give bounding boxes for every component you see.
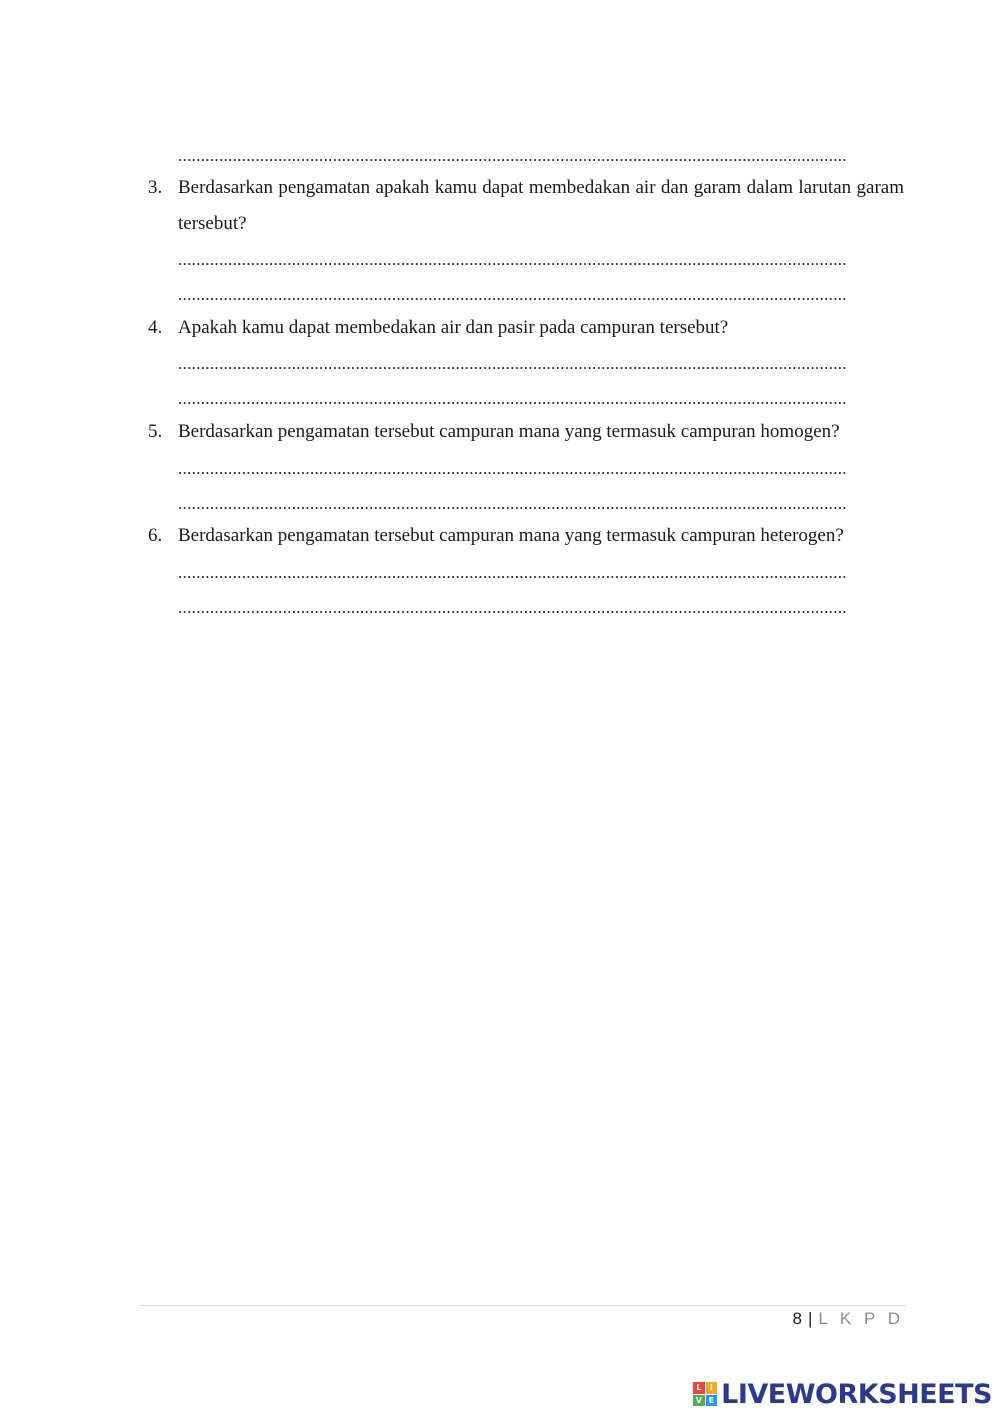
answer-line[interactable]: ................................................................................................................................................... [178, 250, 847, 269]
answer-line[interactable]: ................................................................................................................................................... [178, 459, 847, 478]
answer-line[interactable]: ................................................................................................................................................... [178, 598, 847, 617]
page-number: 8 [792, 1309, 802, 1328]
question-number: 5. [148, 421, 163, 442]
footer-label: L K P D [818, 1309, 904, 1328]
question-text: Apakah kamu dapat membedakan air dan pasir pada campuran tersebut? [178, 317, 729, 338]
logo-tile: I [706, 1382, 718, 1394]
answer-line[interactable]: ................................................................................................................................................... [178, 563, 847, 582]
question-5 [148, 414, 904, 450]
logo-tile: L [693, 1382, 705, 1394]
footer-separator: | [807, 1309, 813, 1328]
question-number: 6. [148, 525, 163, 546]
question-6 [148, 518, 904, 554]
question-4 [148, 310, 904, 346]
answer-line[interactable]: ................................................................................................................................................... [178, 146, 847, 165]
brand-name: LIVEWORKSHEETS [721, 1378, 992, 1410]
logo-tile: E [706, 1395, 718, 1407]
answer-line[interactable]: ................................................................................................................................................... [178, 354, 847, 373]
question-text: Berdasarkan pengamatan tersebut campuran mana yang termasuk campuran heterogen? [178, 525, 844, 546]
page-footer [792, 1309, 904, 1329]
question-number: 3. [148, 177, 163, 198]
footer-divider [140, 1305, 906, 1306]
question-text: Berdasarkan pengamatan apakah kamu dapat membedakan air dan garam dalam larutan garam tersebut? [178, 177, 904, 234]
liveworksheets-brand [693, 1374, 992, 1414]
answer-line[interactable]: ................................................................................................................................................... [178, 285, 847, 304]
answer-line[interactable]: ................................................................................................................................................... [178, 389, 847, 408]
question-number: 4. [148, 317, 163, 338]
liveworksheets-logo-icon [693, 1382, 717, 1406]
answer-line[interactable]: ................................................................................................................................................... [178, 494, 847, 513]
question-3 [148, 170, 904, 242]
logo-tile: V [693, 1395, 705, 1407]
question-text: Berdasarkan pengamatan tersebut campuran mana yang termasuk campuran homogen? [178, 421, 840, 442]
